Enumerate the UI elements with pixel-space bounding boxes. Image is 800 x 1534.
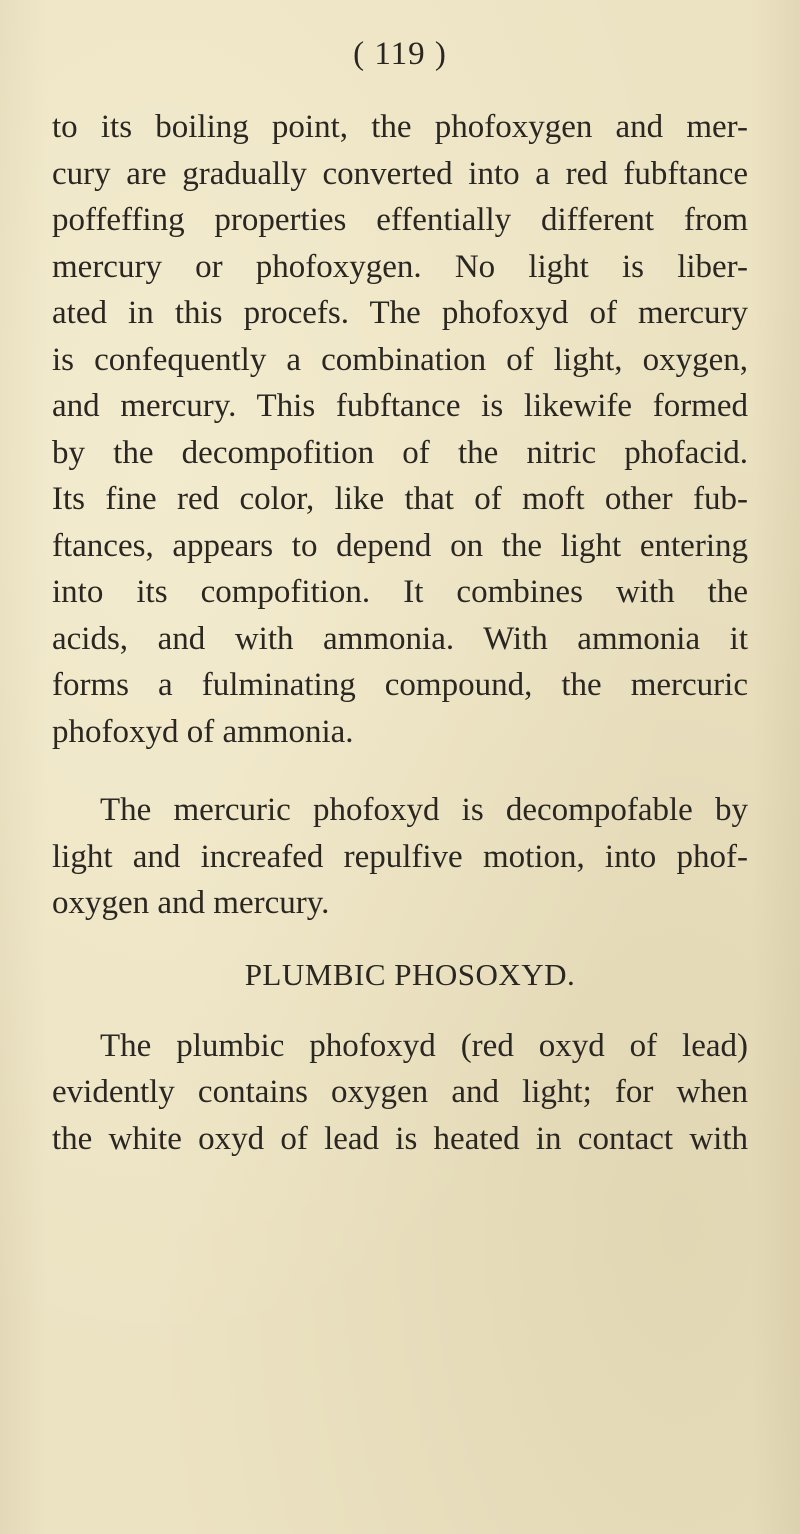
text-line: phofoxyd of ammonia. (52, 713, 354, 750)
text-line: the white oxyd of lead is heated in contact with (52, 1120, 748, 1157)
text-line: cury are gradually converted into a red fubftance (52, 155, 748, 192)
text-line: and mercury. This fubftance is likewife formed (52, 388, 748, 424)
text-line: poffeffing properties effentially different from (52, 202, 748, 238)
text-line: to its boiling point, the phofoxygen and mer- (52, 109, 748, 145)
paragraph-3 (52, 1023, 748, 1163)
paragraph-spacer (52, 755, 748, 787)
text-line: is confequently a combination of light, oxygen, (52, 341, 748, 378)
text-line: ftances, appears to depend on the light entering (52, 527, 748, 564)
text-line: forms a fulminating compound, the mercuric (52, 667, 748, 703)
body-text (52, 104, 748, 1162)
section-heading: PLUMBIC PHOSOXYD. (244, 956, 576, 992)
paragraph-1 (52, 104, 748, 755)
text-line: The mercuric phofoxyd is decompofable by (100, 792, 748, 828)
text-line: light and increafed repulfive motion, into phof- (52, 838, 748, 875)
paragraph-2 (52, 787, 748, 927)
text-line: Its fine red color, like that of moft other fub- (52, 481, 748, 517)
text-line: evidently contains oxygen and light; for when (52, 1074, 748, 1110)
text-line: mercury or phofoxygen. No light is liber- (52, 248, 748, 285)
text-line: oxygen and mercury. (52, 885, 330, 921)
text-line: by the decompofition of the nitric phofacid. (52, 434, 748, 471)
heading-spacer (52, 1001, 748, 1023)
heading-spacer (52, 927, 748, 949)
text-line: ated in this procefs. The phofoxyd of mercury (52, 295, 748, 331)
text-line: The plumbic phofoxyd (red oxyd of lead) (100, 1027, 748, 1064)
page-number: ( 119 ) (353, 36, 447, 72)
text-line: into its compofition. It combines with the (52, 574, 748, 610)
text-line: acids, and with ammonia. With ammonia it (52, 620, 748, 657)
